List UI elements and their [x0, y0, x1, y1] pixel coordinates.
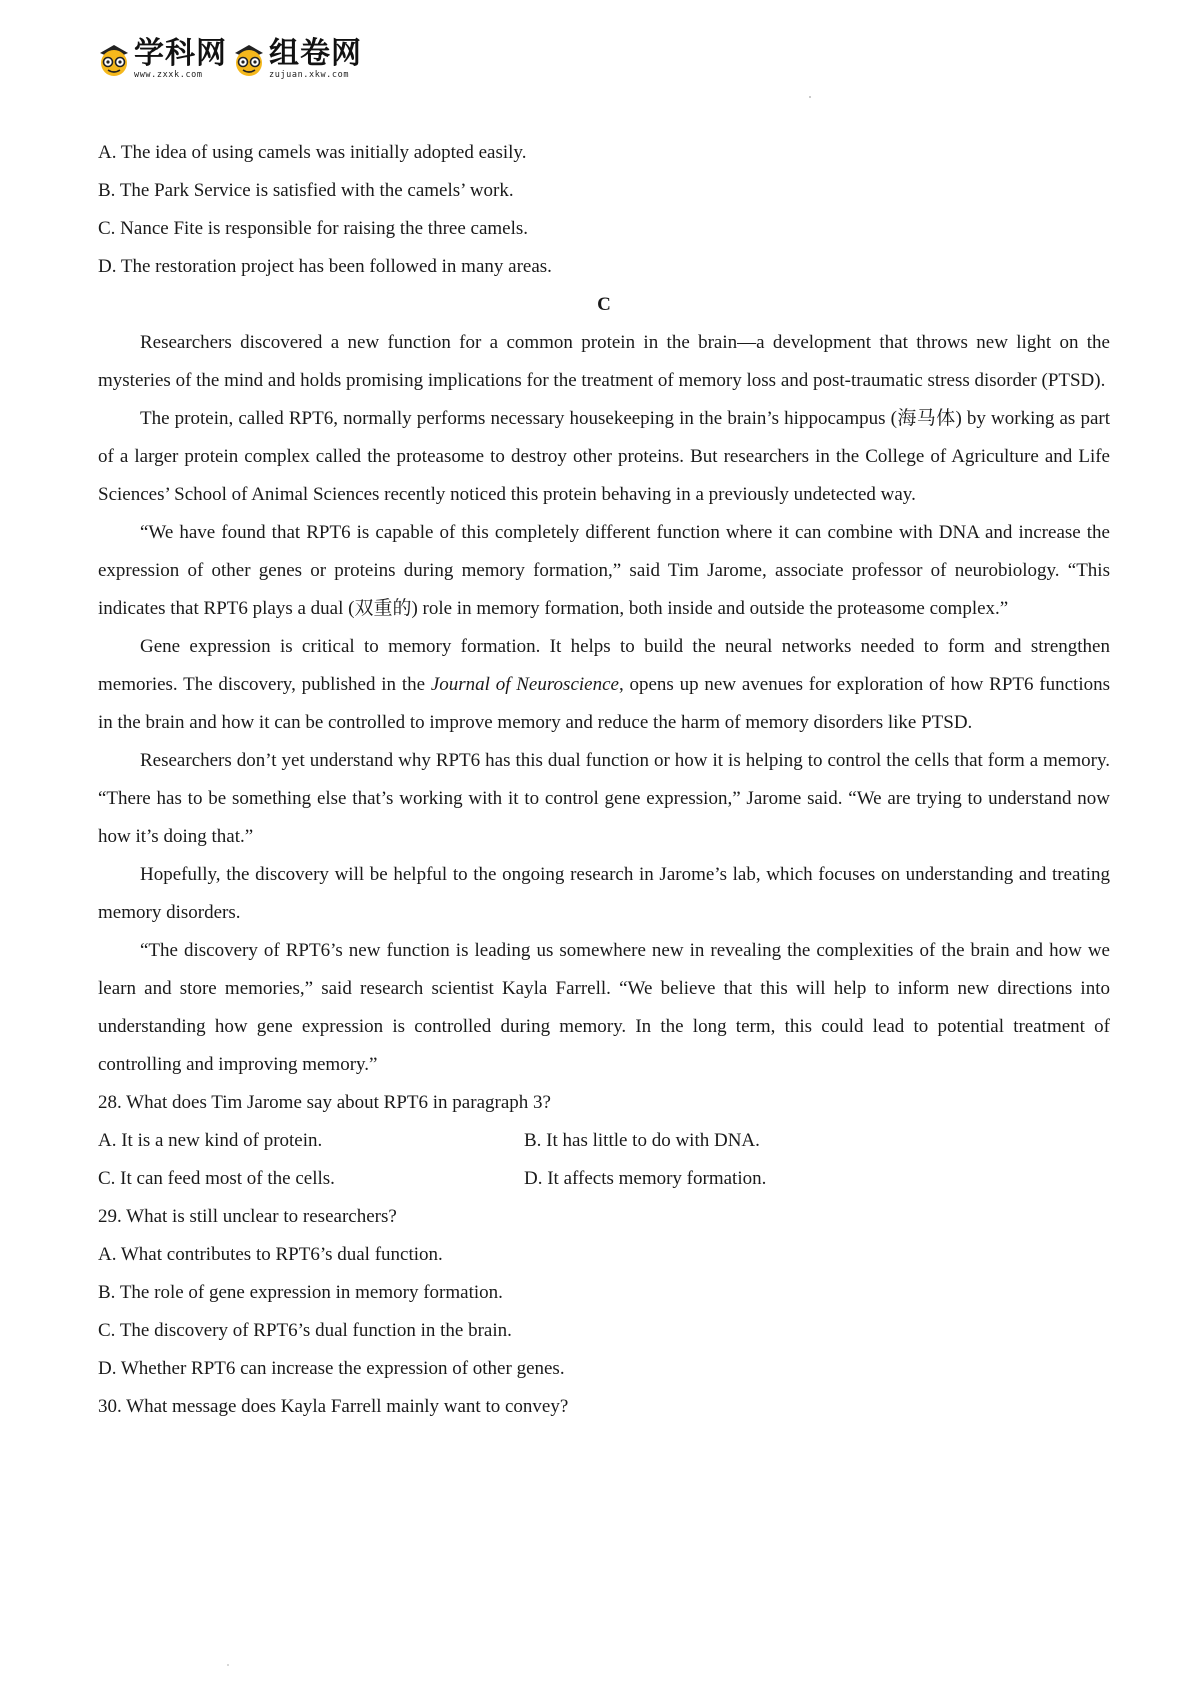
paragraph-2: The protein, called RPT6, normally performs necessary housekeeping in the brain’s hippocampus (海马体) by working as part of a larger protein complex called the proteasome to destroy other proteins. But researchers in the College of Agriculture and Life Sciences’ School of Animal Sciences recently noticed this protein behaving in a previously undetected way. — [98, 408, 1110, 505]
question-28-options-row-2 — [98, 1160, 1110, 1198]
site-header — [96, 34, 362, 84]
zujuan-logo-name: 组卷网 — [269, 36, 362, 71]
prev-option-c: C. Nance Fite is responsible for raising the three camels. — [98, 218, 529, 239]
section-heading: C — [597, 294, 611, 315]
question-30: 30. What message does Kayla Farrell mainly want to convey? — [98, 1396, 569, 1417]
speck — [809, 96, 811, 98]
question-29: 29. What is still unclear to researchers? — [98, 1206, 397, 1227]
zujuan-logo-url: zujuan.xkw.com — [269, 70, 350, 80]
zxxk-logo-name: 学科网 — [134, 36, 227, 71]
q28-option-c: C. It can feed most of the cells. — [98, 1168, 335, 1189]
journal-title: Journal of Neuroscience — [430, 674, 619, 695]
question-28-options-row-1 — [98, 1122, 1110, 1160]
q29-option-c: C. The discovery of RPT6’s dual function in the brain. — [98, 1320, 512, 1341]
prev-option-a: A. The idea of using camels was initially adopted easily. — [98, 142, 527, 163]
q29-option-d: D. Whether RPT6 can increase the expression of other genes. — [98, 1358, 565, 1379]
q28-option-d: D. It affects memory formation. — [524, 1168, 767, 1189]
cartoon-face-icon — [96, 41, 132, 77]
question-28: 28. What does Tim Jarome say about RPT6 in paragraph 3? — [98, 1092, 551, 1113]
paragraph-4 — [98, 628, 1110, 742]
q29-option-a: A. What contributes to RPT6’s dual function. — [98, 1244, 443, 1265]
prev-option-b: B. The Park Service is satisfied with the camels’ work. — [98, 180, 514, 201]
prev-option-d: D. The restoration project has been followed in many areas. — [98, 256, 552, 277]
zujuan-logo[interactable] — [231, 38, 362, 80]
paragraph-3: “We have found that RPT6 is capable of this completely different function where it can combine with DNA and increase the expression of other genes or proteins during memory formation,” said Tim Jarome, associate professor of neurobiology. “This indicates that RPT6 plays a dual (双重的) role in memory formation, both inside and outside the proteasome complex.” — [98, 522, 1110, 619]
paragraph-6: Hopefully, the discovery will be helpful to the ongoing research in Jarome’s lab, which focuses on understanding and treating memory disorders. — [98, 864, 1110, 923]
zxxk-logo-url: www.zxxk.com — [134, 70, 203, 80]
paragraph-4-text-a: Gene expression is critical to memory formation. It helps to build the neural networks needed to form and strengthen memories. The discovery, published in the — [98, 636, 1110, 695]
paragraph-4-text-b: , opens up new avenues for exploration of how RPT6 functions in the brain and how it can be controlled to improve memory and reduce the harm of memory disorders like PTSD. — [98, 674, 1110, 733]
paragraph-5: Researchers don’t yet understand why RPT6 has this dual function or how it is helping to control the cells that form a memory. “There has to be something else that’s working with it to control gene expression,” Jarome said. “We are trying to understand now how it’s doing that.” — [98, 750, 1110, 847]
speck — [227, 1664, 229, 1666]
paragraph-1: Researchers discovered a new function for a common protein in the brain—a development that throws new light on the mysteries of the mind and holds promising implications for the treatment of memory loss and post-traumatic stress disorder (PTSD). — [98, 332, 1110, 391]
paragraph-7: “The discovery of RPT6’s new function is leading us somewhere new in revealing the complexities of the brain and how we learn and store memories,” said research scientist Kayla Farrell. “We believe that this will help to inform new directions into understanding how gene expression is controlled during memory. In the long term, this could lead to potential treatment of controlling and improving memory.” — [98, 940, 1110, 1075]
zxxk-logo[interactable] — [96, 38, 227, 80]
q28-option-a: A. It is a new kind of protein. — [98, 1130, 323, 1151]
q28-option-b: B. It has little to do with DNA. — [524, 1130, 760, 1151]
q29-option-b: B. The role of gene expression in memory formation. — [98, 1282, 503, 1303]
cartoon-face-icon — [231, 41, 267, 77]
document-body — [98, 134, 1110, 1426]
